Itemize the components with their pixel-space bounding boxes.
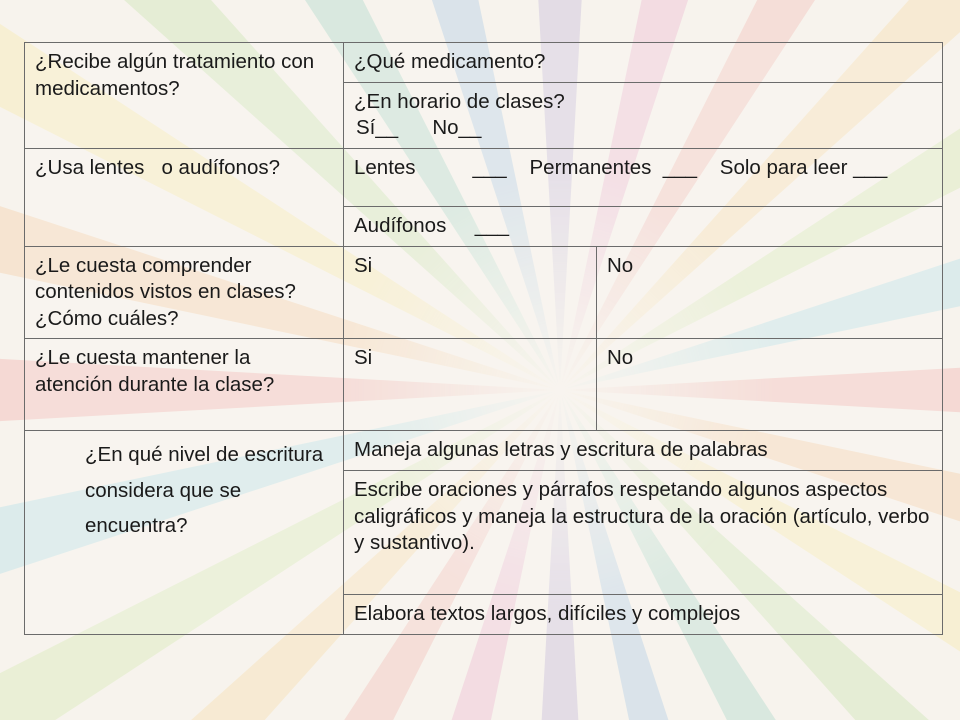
question-cell xyxy=(25,148,344,246)
attention-yes: Si xyxy=(354,346,373,370)
class-schedule-label: ¿En horario de clases? xyxy=(354,89,565,113)
answer-cell xyxy=(344,43,943,83)
table-row xyxy=(25,431,943,471)
meds-question: ¿Recibe algún tratamiento con medicamentos? xyxy=(35,50,315,100)
yes-no-blanks: Sí__ No__ xyxy=(356,116,482,140)
which-medication-label: ¿Qué medicamento? xyxy=(354,50,546,73)
writing-level-1: Maneja algunas letras y escritura de palabras xyxy=(354,438,768,462)
student-questionnaire-table xyxy=(24,42,943,635)
table-row xyxy=(25,246,943,339)
answer-cell xyxy=(344,339,597,431)
answer-cell xyxy=(344,595,943,635)
answer-cell xyxy=(344,82,943,148)
answer-cell xyxy=(344,148,943,206)
answer-cell xyxy=(597,246,943,339)
writing-level-2: Escribe oraciones y párrafos respetando algunos aspectos caligráficos y maneja la estructura de la oración (artículo, verbo y sustantivo). xyxy=(354,478,930,555)
lenses-question: ¿Usa lentes o audífonos? xyxy=(35,155,281,179)
lentes-options: Lentes ___ Permanentes ___ Solo para leer ___ xyxy=(354,155,888,179)
answer-cell xyxy=(597,339,943,431)
question-cell xyxy=(25,339,344,431)
comprehension-yes: Si xyxy=(354,253,373,277)
audifonos-option: Audífonos ___ xyxy=(354,213,510,237)
question-cell xyxy=(25,43,344,149)
attention-question: ¿Le cuesta mantener la atención durante la clase? xyxy=(35,346,275,397)
question-cell xyxy=(25,431,344,635)
table-row xyxy=(25,43,943,83)
answer-cell xyxy=(344,431,943,471)
comprehension-no: No xyxy=(607,253,634,277)
table-row xyxy=(25,339,943,431)
attention-no: No xyxy=(607,346,634,370)
answer-cell xyxy=(344,246,597,339)
answer-cell xyxy=(344,471,943,595)
question-cell xyxy=(25,246,344,339)
comprehension-question: ¿Le cuesta comprender contenidos vistos en clases? ¿Cómo cuáles? xyxy=(35,253,296,330)
table-row xyxy=(25,148,943,206)
answer-cell xyxy=(344,206,943,246)
writing-level-3: Elabora textos largos, difíciles y complejos xyxy=(354,602,741,626)
writing-question: ¿En qué nivel de escritura considera que se encuentra? xyxy=(85,443,324,537)
